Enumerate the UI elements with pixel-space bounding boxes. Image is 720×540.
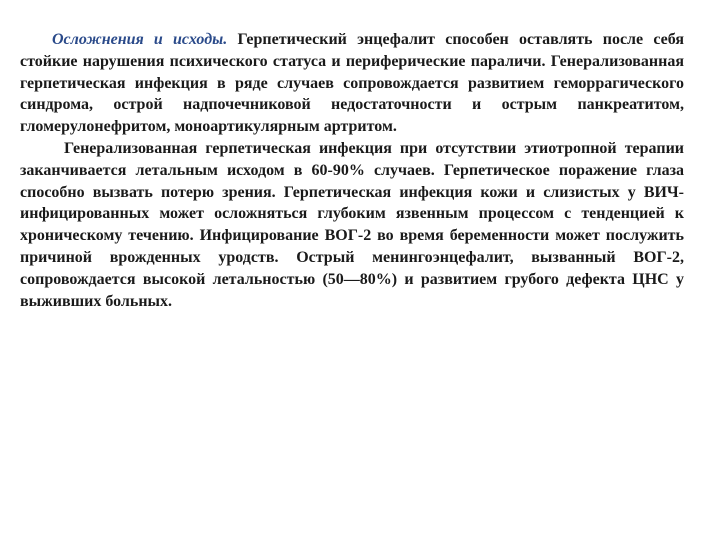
text-block <box>20 29 684 312</box>
paragraph-complications <box>20 29 684 138</box>
paragraph-outcomes: Генерализованная герпетическая инфекция при отсутствии этиотропной терапии заканчивается летальным исходом в 60-90% случаев. Герпетическое поражение глаза способно вызвать потерю зрения. Герпетическая инфекция кожи и слизистых у ВИЧ-инфицированных может осложняться глубоким язвенным процессом с тенденцией к хроническому течению. Инфицирование ВОГ-2 во время беременности может послужить причиной врожденных уродств. Острый менингоэнцефалит, вызванный ВОГ-2, сопровождается высокой летальностью (50—80%) и развитием грубого дефекта ЦНС у выживших больных. <box>20 139 684 310</box>
section-heading: Осложнения и исходы. <box>52 31 228 48</box>
paragraph-1-text: Герпетический энцефалит способен оставлять после себя стойкие нарушения психического статуса и периферические параличи. Генерализованная герпетическая инфекция в ряде случаев сопровождается развитием геморрагического синдрома, острой надпочечниковой недостаточности и острым панкреатитом, гломерулонефритом, моноартикулярным артритом. <box>20 31 684 136</box>
